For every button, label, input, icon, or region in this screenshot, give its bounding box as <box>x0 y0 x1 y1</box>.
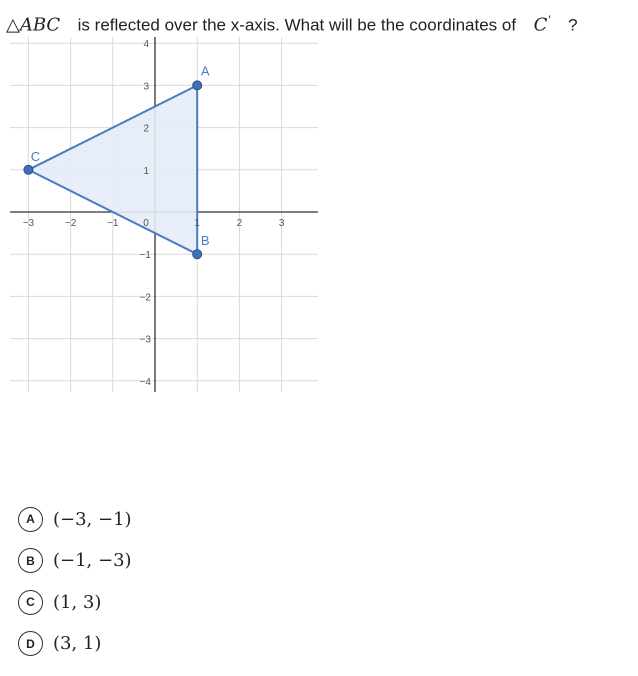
y-tick-label: −3 <box>139 334 151 346</box>
vertex-label-b: B <box>200 233 210 249</box>
x-tick-label: 3 <box>278 218 285 229</box>
x-tick-label: −1 <box>107 218 119 229</box>
option-b[interactable] <box>18 547 132 575</box>
vertex-point-c <box>24 165 33 174</box>
question-mark: ? <box>568 15 578 35</box>
vertex-point-b <box>193 250 202 259</box>
prime-mark: ′ <box>548 13 551 27</box>
coordinate-graph <box>0 32 330 402</box>
vertex-label-c: C <box>30 148 41 164</box>
option-d-letter[interactable]: D <box>18 631 43 656</box>
x-tick-label: −3 <box>22 218 35 229</box>
y-tick-label: 3 <box>143 81 149 93</box>
x-tick-label: 1 <box>194 218 200 229</box>
y-tick-label: 4 <box>143 39 149 51</box>
option-a[interactable] <box>18 505 132 533</box>
x-tick-label: 2 <box>236 218 243 229</box>
vertex-point-a <box>193 81 202 90</box>
option-d-text[interactable]: (3, 1) <box>53 633 102 654</box>
x-tick-label: −2 <box>64 218 77 229</box>
answer-options <box>18 505 132 671</box>
option-b-text[interactable]: (−1, −3) <box>53 550 132 571</box>
y-tick-label: −4 <box>139 376 151 388</box>
question-body: is reflected over the x-axis. What will be the coordinates of <box>77 15 517 35</box>
option-a-letter[interactable]: A <box>18 507 43 532</box>
option-a-text[interactable]: (−3, −1) <box>53 508 132 530</box>
y-tick-label: 1 <box>143 165 149 177</box>
option-b-letter[interactable]: B <box>18 548 43 573</box>
triangle-name: △ABC <box>6 14 61 36</box>
vertex-label-a: A <box>200 63 210 79</box>
option-c-text[interactable]: (1, 3) <box>53 591 102 613</box>
option-c[interactable] <box>18 588 132 616</box>
target-point: C <box>533 14 548 36</box>
option-c-letter[interactable]: C <box>18 590 43 615</box>
option-d[interactable] <box>18 630 132 658</box>
y-tick-label: −2 <box>139 292 151 304</box>
y-tick-label: 2 <box>143 123 149 135</box>
y-tick-label: −1 <box>139 250 151 262</box>
x-tick-label: 0 <box>143 218 149 229</box>
